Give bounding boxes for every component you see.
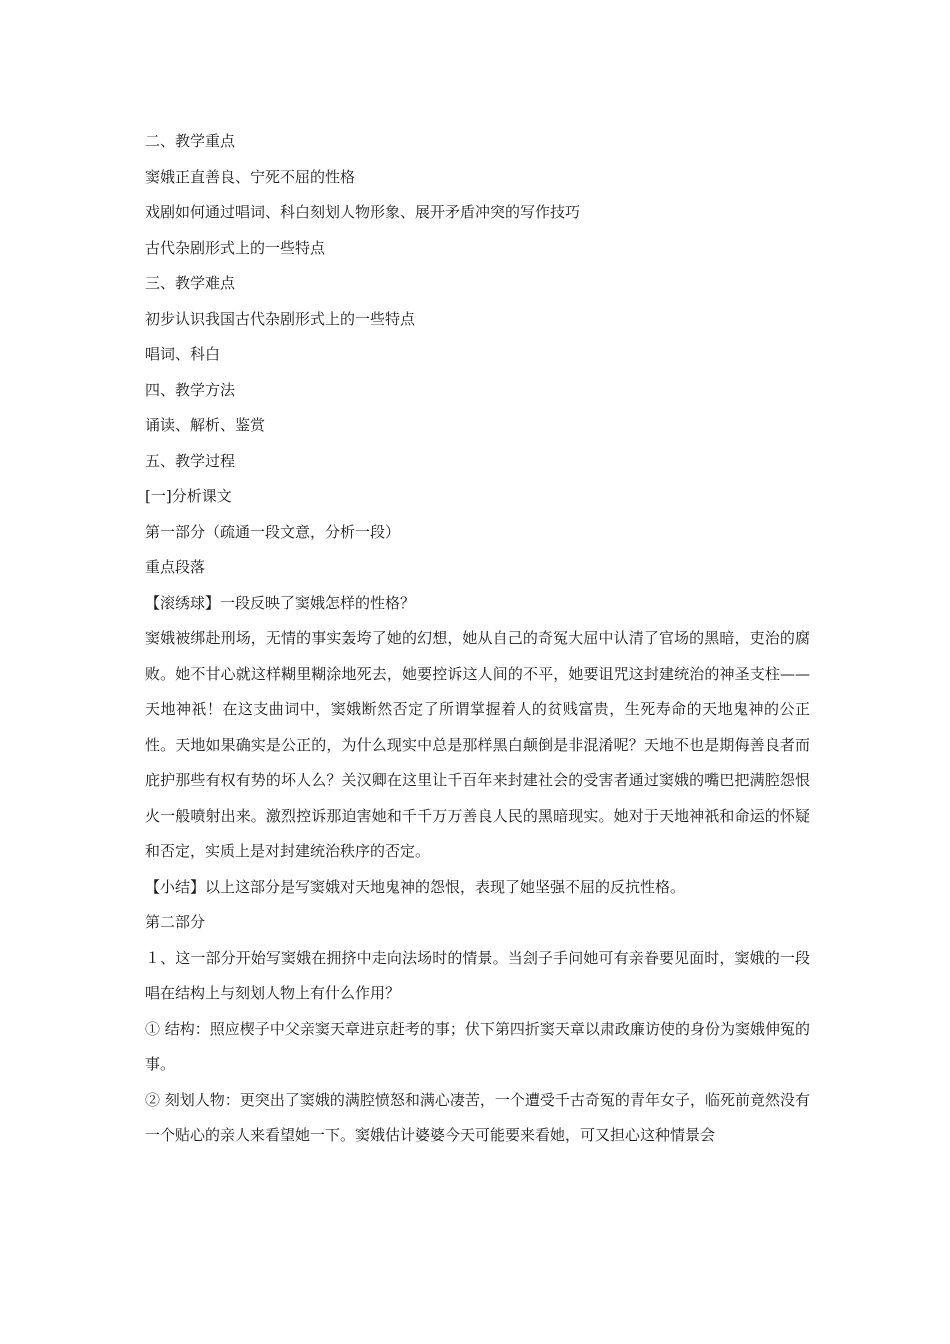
- difficulty-1: 初步认识我国古代杂剧形式上的一些特点: [145, 309, 416, 328]
- analysis-paragraph: 窦娥被绑赴刑场，无情的事实轰垮了她的幻想，她从自己的奇冤大屈中认清了官场的黑暗，吏治的腐败。她不甘心就这样糊里糊涂地死去，她要控诉这人间的不平，她要诅咒这封建统治的神圣支柱——天地神祇！在这支曲词中，窦娥断然否定了所谓掌握着人的贫贱富贵，生死寿命的天地鬼神的公正性。天地如果确实是公正的，为什么现实中总是那样黑白颠倒是非混淆呢？天地不也是期侮善良者而庇护那些有权有势的坏人么？关汉卿在这里让千百年来封建社会的受害者通过窦娥的嘴巴把满腔怨恨火一般喷射出来。激烈控诉那迫害她和千千万万善良人民的黑暗现实。她对于天地神祇和命运的怀疑和否定，实质上是对封建统治秩序的否定。: [145, 629, 810, 860]
- subsection-analysis: [一]分析课文: [145, 487, 232, 505]
- part2-heading: 第二部分: [145, 913, 206, 931]
- section-heading-difficulties: 三、教学难点: [145, 274, 236, 292]
- part1-heading: 第一部分（疏通一段文意，分析一段）: [145, 522, 401, 541]
- difficulty-2: 唱词、科白: [145, 345, 221, 363]
- section-heading-methods: 四、教学方法: [145, 380, 236, 399]
- document-body: [145, 124, 810, 1154]
- answer-characterization: ② 刻划人物：更突出了窦娥的满腔愤怒和满心凄苦，一个遭受千古奇冤的青年女子，临死前竟然没有一个贴心的亲人来看望她一下。窦娥估计婆婆今天可能要来看她，可又担心这种情景会: [145, 1090, 810, 1144]
- summary-paragraph: 【小结】以上这部分是写窦娥对天地鬼神的怨恨，表现了她坚强不屈的反抗性格。: [145, 877, 686, 896]
- section-heading-key-points: 二、教学重点: [145, 132, 236, 150]
- key-point-2: 戏剧如何通过唱词、科白刻划人物形象、展开矛盾冲突的写作技巧: [145, 203, 581, 221]
- key-point-3: 古代杂剧形式上的一些特点: [145, 238, 326, 257]
- question-gunxiuqiu: 【滚绣球】一段反映了窦娥怎样的性格？: [145, 593, 416, 612]
- answer-structure: ① 结构：照应楔子中父亲窦天章进京赶考的事；伏下第四折窦天章以肃政廉访使的身份为窦娥伸冤的事。: [145, 1019, 810, 1073]
- method-list: 诵读、解析、鉴赏: [145, 416, 266, 434]
- question-1: １、这一部分开始写窦娥在拥挤中走向法场时的情景。当刽子手问她可有亲眷要见面时，窦娥的一段唱在结构上与刻划人物上有什么作用？: [145, 948, 810, 1002]
- key-paragraph-heading: 重点段落: [145, 558, 206, 576]
- section-heading-process: 五、教学过程: [145, 451, 236, 470]
- key-point-1: 窦娥正直善良、宁死不屈的性格: [145, 167, 356, 186]
